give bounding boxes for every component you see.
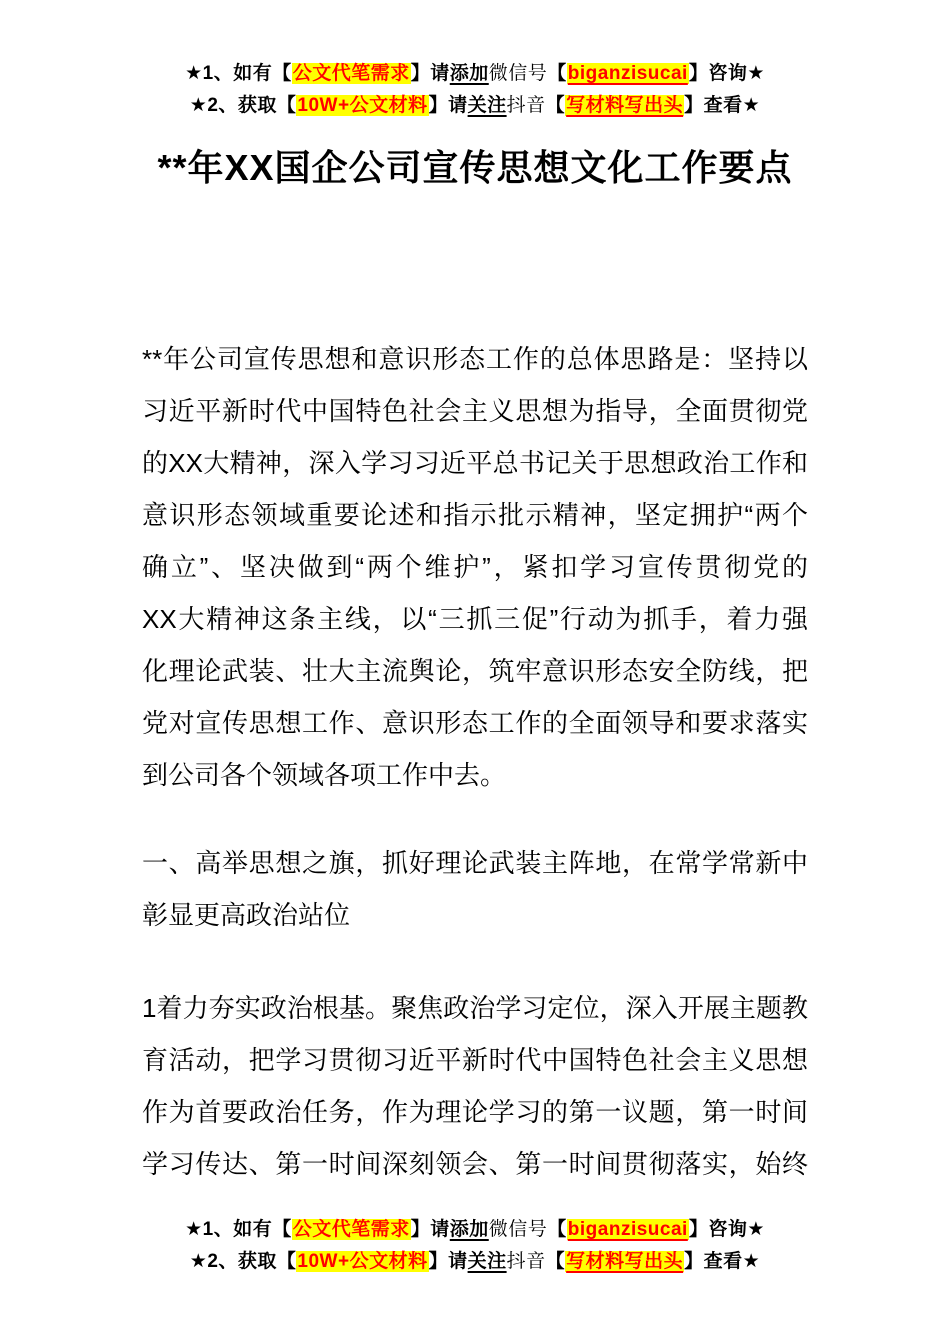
channel-name: 抖音 bbox=[506, 1251, 546, 1272]
bracket: 【 bbox=[547, 63, 567, 84]
text-line: 党对宣传思想工作、意识形态工作的全面领导和要求落实 bbox=[142, 708, 808, 738]
text-line: 作为首要政治任务，作为理论学习的第一议题，第一时间 bbox=[142, 1097, 808, 1127]
notice-suffix: 】查看★ bbox=[684, 1251, 761, 1272]
notice-suffix: 】咨询★ bbox=[688, 1219, 765, 1240]
heading-line: 彰显更高政治站位 bbox=[142, 900, 351, 930]
text-line: XX大精神这条主线，以“三抓三促”行动为抓手，着力强 bbox=[142, 604, 808, 634]
text-line: **年公司宣传思想和意识形态工作的总体思路是：坚持以 bbox=[142, 344, 808, 374]
highlighted-keyword: 10W+公文材料 bbox=[297, 1251, 428, 1272]
notice-text: 】请 bbox=[410, 1219, 450, 1240]
underlined-action: 添加 bbox=[449, 63, 489, 84]
notice-suffix: 】查看★ bbox=[684, 95, 761, 116]
footer-notice-line-1 bbox=[0, 1214, 950, 1246]
channel-name: 微信号 bbox=[488, 1219, 548, 1240]
text-line: 1着力夯实政治根基。聚焦政治学习定位，深入开展主题教 bbox=[142, 993, 808, 1023]
text-line: 到公司各个领域各项工作中去。 bbox=[142, 760, 507, 790]
header-notice-line-1 bbox=[0, 58, 950, 90]
intro-paragraph bbox=[142, 333, 808, 801]
notice-prefix: ★1、如有【 bbox=[185, 1219, 292, 1240]
text-line: 学习传达、第一时间深刻领会、第一时间贯彻落实，始终 bbox=[142, 1149, 808, 1179]
notice-text: 】请 bbox=[428, 1251, 468, 1272]
header-notice bbox=[0, 58, 950, 122]
footer-notice bbox=[0, 1214, 950, 1278]
text-line: 育活动，把学习贯彻习近平新时代中国特色社会主义思想 bbox=[142, 1045, 808, 1075]
text-line: 化理论武装、壮大主流舆论，筑牢意识形态安全防线，把 bbox=[142, 656, 808, 686]
footer-notice-line-2 bbox=[0, 1246, 950, 1278]
notice-text: 】请 bbox=[410, 63, 450, 84]
channel-name: 抖音 bbox=[506, 95, 546, 116]
text-line: 确立”、坚决做到“两个维护”，紧扣学习宣传贯彻党的 bbox=[142, 552, 808, 582]
notice-text: 】请 bbox=[428, 95, 468, 116]
body-paragraph-1 bbox=[142, 982, 808, 1190]
document-body bbox=[142, 333, 808, 1190]
header-notice-line-2 bbox=[0, 90, 950, 122]
wechat-id-link: biganzisucai bbox=[567, 63, 688, 84]
highlighted-keyword: 10W+公文材料 bbox=[297, 95, 428, 116]
channel-name: 微信号 bbox=[488, 63, 548, 84]
bracket: 【 bbox=[545, 95, 566, 116]
notice-suffix: 】咨询★ bbox=[688, 63, 765, 84]
wechat-id-link: biganzisucai bbox=[567, 1219, 688, 1240]
douyin-name-link: 写材料写出头 bbox=[566, 95, 684, 116]
notice-prefix: ★1、如有【 bbox=[185, 63, 292, 84]
text-line: 习近平新时代中国特色社会主义思想为指导，全面贯彻党 bbox=[142, 396, 808, 426]
notice-prefix: ★2、获取【 bbox=[189, 95, 297, 116]
highlighted-keyword: 公文代笔需求 bbox=[292, 1219, 410, 1240]
douyin-name-link: 写材料写出头 bbox=[566, 1251, 684, 1272]
underlined-action: 关注 bbox=[467, 95, 507, 116]
underlined-action: 添加 bbox=[449, 1219, 489, 1240]
bracket: 【 bbox=[547, 1219, 567, 1240]
document-title: **年XX国企公司宣传思想文化工作要点 bbox=[157, 147, 793, 188]
heading-line: 一、高举思想之旗，抓好理论武装主阵地，在常学常新中 bbox=[142, 848, 808, 878]
notice-prefix: ★2、获取【 bbox=[189, 1251, 297, 1272]
bracket: 【 bbox=[545, 1251, 566, 1272]
text-line: 意识形态领域重要论述和指示批示精神，坚定拥护“两个 bbox=[142, 500, 808, 530]
text-line: 的XX大精神，深入学习习近平总书记关于思想政治工作和 bbox=[142, 448, 808, 478]
underlined-action: 关注 bbox=[467, 1251, 507, 1272]
highlighted-keyword: 公文代笔需求 bbox=[292, 63, 410, 84]
section-heading-1 bbox=[142, 837, 808, 941]
